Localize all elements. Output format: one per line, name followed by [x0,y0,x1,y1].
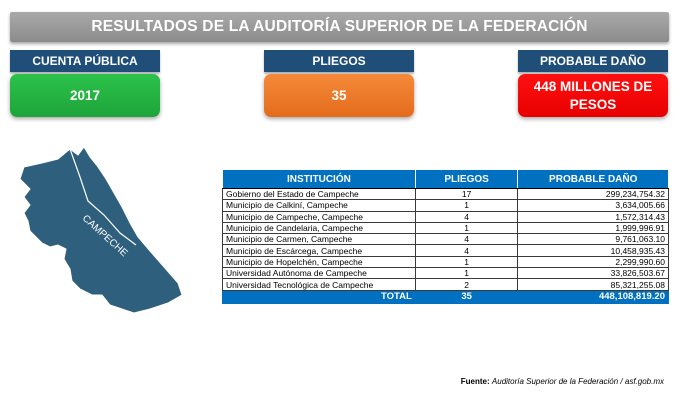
header-probable-dano: PROBABLE DAÑO [518,170,669,189]
cell-dano: 299,234,754.32 [518,189,669,200]
header-pliegos: PLIEGOS [415,170,518,189]
cell-institucion: Universidad Autónoma de Campeche [223,268,416,279]
cell-dano: 1,572,314.43 [518,211,669,222]
table-row [223,234,669,245]
table-total-row [223,290,669,303]
pliegos-card [264,50,414,117]
cell-pliegos: 4 [415,234,518,245]
cell-dano: 33,826,503.67 [518,268,669,279]
cell-pliegos: 17 [415,189,518,200]
probable-dano-value: 448 MILLONES DE PESOS [518,74,668,117]
source-text: Auditoría Superior de la Federación / asf.gob.mx [491,377,664,386]
cuenta-publica-label: CUENTA PÚBLICA [10,50,160,72]
total-pliegos: 35 [415,290,518,303]
table-row [223,189,669,200]
cell-institucion: Municipio de Hopelchén, Campeche [223,256,416,267]
cell-pliegos: 1 [415,222,518,233]
table-row [223,200,669,211]
cell-dano: 3,634,005.66 [518,200,669,211]
cell-institucion: Municipio de Carmen, Campeche [223,234,416,245]
map-label: CAMPECHE [79,213,130,260]
pliegos-value: 35 [264,74,414,117]
table-row [223,268,669,279]
cell-pliegos: 4 [415,245,518,256]
page-title: RESULTADOS DE LA AUDITORÍA SUPERIOR DE LA FEDERACIÓN [10,12,669,42]
source-label: Fuente: [460,377,490,386]
cell-institucion: Gobierno del Estado de Campeche [223,189,416,200]
cell-pliegos: 1 [415,200,518,211]
table-row [223,211,669,222]
total-dano: 448,108,819.20 [518,290,669,303]
cell-dano: 2,299,990.60 [518,256,669,267]
cell-institucion: Universidad Tecnológica de Campeche [223,279,416,290]
cell-institucion: Municipio de Candelaria, Campeche [223,222,416,233]
pliegos-label: PLIEGOS [264,50,414,72]
cell-pliegos: 2 [415,279,518,290]
total-label: TOTAL [223,290,416,303]
cell-dano: 10,458,935.43 [518,245,669,256]
cell-pliegos: 4 [415,211,518,222]
cell-dano: 85,321,255.08 [518,279,669,290]
cuenta-publica-value: 2017 [10,74,160,117]
probable-dano-card [518,50,668,117]
cell-dano: 9,761,063.10 [518,234,669,245]
cell-pliegos: 1 [415,268,518,279]
cell-pliegos: 1 [415,256,518,267]
cuenta-publica-card [10,50,160,117]
source-note [461,377,664,386]
probable-dano-label: PROBABLE DAÑO [518,50,668,72]
header-institucion: INSTITUCIÓN [223,170,416,189]
table-row [223,245,669,256]
table-header-row [223,170,669,189]
cell-institucion: Municipio de Campeche, Campeche [223,211,416,222]
cell-institucion: Municipio de Escárcega, Campeche [223,245,416,256]
results-table [222,169,669,304]
cell-institucion: Municipio de Calkiní, Campeche [223,200,416,211]
table-row [223,222,669,233]
table-row [223,279,669,290]
cell-dano: 1,999,996.91 [518,222,669,233]
table-row [223,256,669,267]
campeche-map [18,145,188,315]
